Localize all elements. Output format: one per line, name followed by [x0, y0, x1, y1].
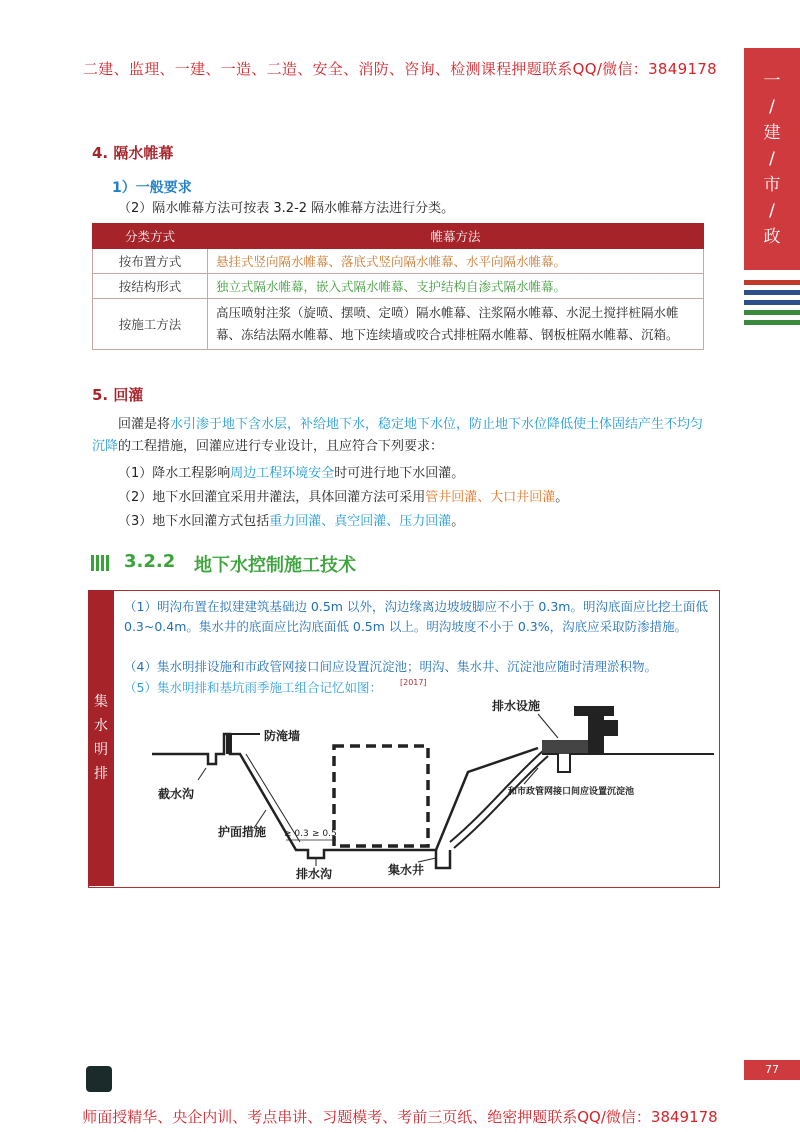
stripe-green: [744, 320, 800, 325]
table-header: 分类方式: [93, 224, 208, 249]
side-tab-char: 一: [763, 71, 781, 91]
table-row: [93, 299, 704, 350]
section4-subtitle: 1）一般要求: [112, 180, 192, 196]
section4-intro: （2）隔水帷幕方法可按表 3.2-2 隔水帷幕方法进行分类。: [118, 201, 455, 216]
label-drain-ditch: 排水沟: [296, 867, 333, 881]
label-sump-well: 集水井: [388, 863, 425, 877]
label-flood-wall: 防淹墙: [264, 729, 301, 743]
year-tag: [2017]: [400, 678, 427, 687]
table-row: [93, 274, 704, 299]
box-item5: （5）集水明排和基坑雨季施工组合记忆如图：: [124, 680, 382, 695]
sump-well: [436, 850, 450, 868]
side-tab-char: 市: [763, 175, 781, 195]
text-run: （3）地下水回灌方式包括: [118, 514, 270, 529]
text-run: （2）地下水回灌宜采用井灌法，具体回灌方法可采用: [118, 490, 426, 505]
building-outline: [334, 746, 428, 846]
label-char: 排: [94, 766, 108, 782]
section5-title: 5. 回灌: [92, 386, 144, 404]
stripe-red: [744, 280, 800, 285]
text-run: 。: [451, 514, 465, 529]
section5-item3: [118, 511, 464, 533]
side-chapter-tab: [744, 48, 800, 270]
text-run: 时可进行地下水回灌。: [334, 466, 465, 481]
box-vertical-label: [88, 590, 114, 886]
side-tab-char: 建: [763, 123, 781, 143]
header-banner: 二建、监理、一建、一造、二造、安全、消防、咨询、检测课程押题联系QQ/微信：3849178: [83, 60, 717, 78]
text-run: （1）降水工程影响: [118, 466, 231, 481]
label-drain-facility: 排水设施: [492, 699, 541, 713]
highlight-text: 管井回灌、大口井回灌: [425, 490, 556, 505]
section-bars-icon: [91, 555, 111, 575]
pump-head: [574, 706, 614, 716]
stripe-green: [744, 310, 800, 315]
arrow-jishuijing: [418, 858, 436, 862]
publisher-logo: [86, 1066, 112, 1092]
table-cell: 按布置方式: [93, 249, 208, 274]
section-number: 3.2.2: [124, 551, 176, 572]
section5-paragraph: [92, 414, 706, 458]
pump-handle: [604, 720, 618, 736]
label-dim-03: ≥ 0.3: [284, 829, 309, 839]
table-cell: 按结构形式: [93, 274, 208, 299]
side-tab-char: /: [769, 149, 775, 169]
page-number: 77: [744, 1060, 800, 1080]
box-item1: （1）明沟布置在拟建建筑基础边 0.5m 以外，沟边缘离边坡坡脚应不小于 0.3m。明沟底面应比挖土面低 0.3~0.4m。集水井的底面应比沟底面低 0.5m 以上。明沟坡度不小于 0.3%，沟底应采取防渗措施。: [124, 599, 708, 634]
curtain-method-table: [92, 223, 704, 350]
text-run: 。: [555, 490, 569, 505]
excavation-profile: [152, 734, 538, 858]
flood-wall: [226, 734, 232, 754]
label-char: 水: [94, 718, 108, 734]
text-run: 的工程措施，回灌应进行专业设计，且应符合下列要求：: [118, 439, 444, 454]
highlight-text: 水引渗于地下含水层，补给地下水，稳定地下水位，防止地下水位降低使土体固结产生不均匀沉降: [92, 417, 704, 454]
drainage-diagram: [118, 690, 714, 886]
label-dim-05: ≥ 0.5: [312, 829, 337, 839]
label-sediment-tank: 和市政管网接口间应设置沉淀池: [508, 787, 635, 797]
label-char: 集: [94, 694, 108, 710]
pump-icon: [588, 712, 604, 754]
section-title: 地下水控制施工技术: [194, 555, 356, 576]
label-intercept-ditch: 截水沟: [158, 787, 195, 801]
highlight-text: 重力回灌、真空回灌、压力回灌: [269, 514, 452, 529]
right-ground: [542, 754, 714, 772]
side-tab-char: /: [769, 201, 775, 221]
arrow-paishuisheshi: [538, 714, 558, 738]
highlight-text: 周边工程环境安全: [230, 466, 335, 481]
footer-banner: 师面授精华、央企内训、考点串讲、习题模考、考前三页纸、绝密押题联系QQ/微信：3849178: [82, 1108, 718, 1126]
table-cell: 高压喷射注浆（旋喷、摆喷、定喷）隔水帷幕、注浆隔水帷幕、水泥土搅拌桩隔水帷幕、冻结法隔水帷幕、地下连续墙或咬合式排桩隔水帷幕、钢板桩隔水帷幕、沉箱。: [208, 299, 704, 350]
table-cell: 按施工方法: [93, 299, 208, 350]
stripe-blue: [744, 300, 800, 305]
label-slope-protection: 护面措施: [218, 825, 267, 839]
arrow-jieshuigou: [198, 768, 206, 780]
section4-title: 4. 隔水帷幕: [92, 144, 174, 162]
side-tab-char: /: [769, 97, 775, 117]
table-header: 帷幕方法: [208, 224, 704, 249]
box-item4: （4）集水明排设施和市政管网接口间应设置沉淀池；明沟、集水井、沉淀池应随时清理淤积物。: [124, 659, 657, 674]
stripe-blue: [744, 290, 800, 295]
section5-item2: [118, 487, 568, 509]
table-cell: 悬挂式竖向隔水帷幕、落底式竖向隔水帷幕、水平向隔水帷幕。: [208, 249, 704, 274]
label-char: 明: [94, 742, 108, 758]
side-tab-char: 政: [763, 227, 781, 247]
sediment-tank: [542, 740, 588, 754]
table-row: [93, 249, 704, 274]
section5-item1: [118, 463, 464, 485]
table-cell: 独立式隔水帷幕，嵌入式隔水帷幕、支护结构自渗式隔水帷幕。: [208, 274, 704, 299]
text-run: 回灌是将: [118, 417, 171, 432]
drain-pipe-inner: [454, 756, 548, 848]
